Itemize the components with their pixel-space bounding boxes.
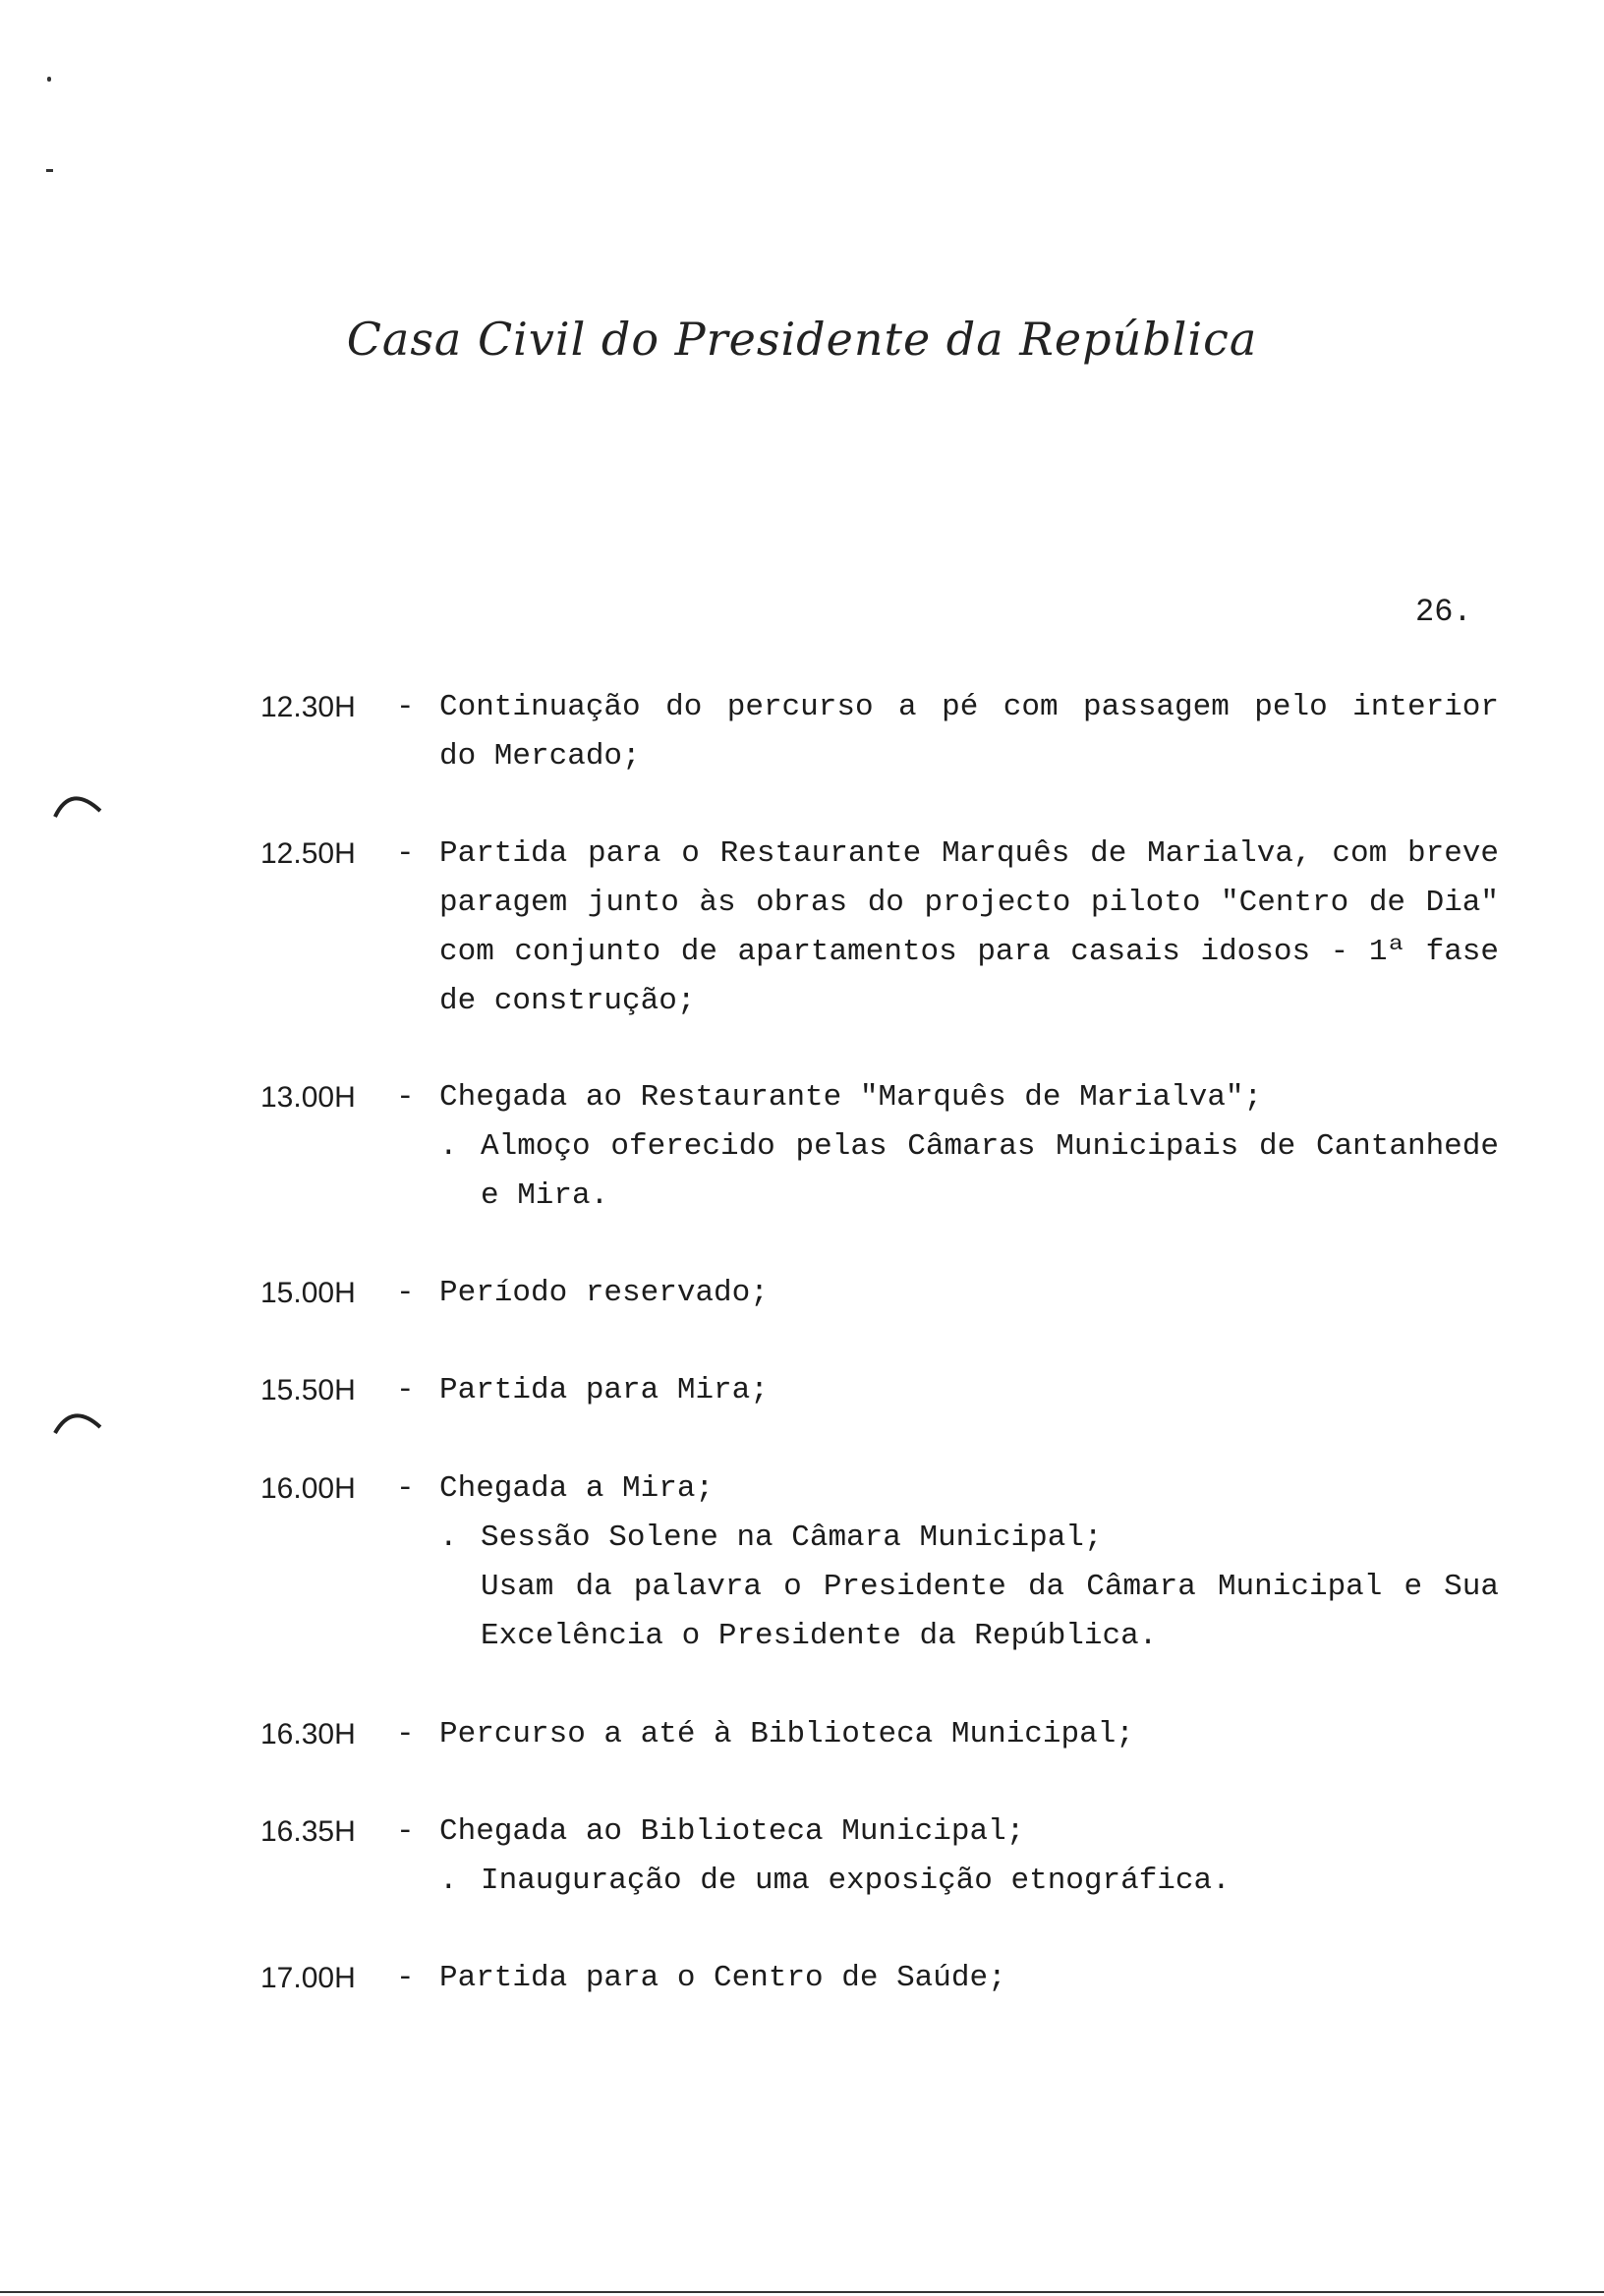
entry-time: 17.00H xyxy=(260,1962,356,1994)
entry-sub-item xyxy=(439,1122,1499,1221)
schedule-entry xyxy=(260,1464,1499,1661)
scan-speck-1 xyxy=(47,77,51,82)
entry-time: 12.30H xyxy=(260,691,356,723)
bullet: . xyxy=(439,1864,458,1898)
entry-dash: - xyxy=(396,1717,415,1751)
entry-description: Partida para o Restaurante Marquês de Marialva, com breve paragem junto às obras do projecto piloto "Centro de Dia" com conjunto de apartamentos para casais idosos - 1ª fase de construção; xyxy=(439,836,1499,1018)
entry-description: Chegada a Mira; xyxy=(439,1471,715,1506)
entry-dash: - xyxy=(396,1471,415,1506)
entry-time: 16.35H xyxy=(260,1815,356,1848)
scan-speck-2 xyxy=(46,169,53,172)
page-number: 26. xyxy=(1415,594,1472,630)
entry-description: Partida para Mira; xyxy=(439,1373,769,1407)
entry-time: 15.00H xyxy=(260,1277,356,1309)
entry-description: Continuação do percurso a pé com passagem pelo interior do Mercado; xyxy=(439,690,1499,774)
entry-dash: - xyxy=(396,1276,415,1310)
entry-description: Período reservado; xyxy=(439,1276,769,1310)
schedule-entry xyxy=(260,830,1499,1026)
schedule-entry xyxy=(260,1954,1499,2003)
sub-item-text: Almoço oferecido pelas Câmaras Municipais de Cantanhede e Mira. xyxy=(481,1129,1499,1213)
bottom-scan-edge xyxy=(0,2291,1604,2293)
sub-item-text: Sessão Solene na Câmara Municipal; xyxy=(481,1521,1103,1555)
entry-dash: - xyxy=(396,690,415,724)
entry-time: 16.00H xyxy=(260,1472,356,1505)
entry-dash: - xyxy=(396,1961,415,1995)
schedule-entry xyxy=(260,683,1499,781)
entry-description: Partida para o Centro de Saúde; xyxy=(439,1961,1006,1995)
entry-sub-item xyxy=(439,1857,1499,1906)
entry-dash: - xyxy=(396,1373,415,1407)
schedule-entry xyxy=(260,1808,1499,1906)
punch-hole-mark-upper xyxy=(49,781,108,821)
letterhead: Casa Civil do Presidente da República xyxy=(346,313,1258,366)
sub-item-text: Inauguração de uma exposição etnográfica. xyxy=(481,1864,1231,1898)
entry-time: 12.50H xyxy=(260,837,356,870)
schedule-entry xyxy=(260,1269,1499,1318)
entry-description: Chegada ao Biblioteca Municipal; xyxy=(439,1814,1025,1849)
schedule-entry xyxy=(260,1073,1499,1221)
schedule-entry xyxy=(260,1366,1499,1415)
entry-dash: - xyxy=(396,836,415,871)
entry-dash: - xyxy=(396,1080,415,1115)
entry-description: Percurso a até à Biblioteca Municipal; xyxy=(439,1717,1134,1751)
schedule-entry xyxy=(260,1710,1499,1759)
entry-sub-item-continuation xyxy=(439,1563,1499,1661)
bullet: . xyxy=(439,1521,458,1555)
entry-time: 13.00H xyxy=(260,1081,356,1114)
entry-time: 16.30H xyxy=(260,1718,356,1751)
entry-sub-item xyxy=(439,1514,1499,1563)
bullet: . xyxy=(439,1129,458,1164)
entry-description: Chegada ao Restaurante "Marquês de Marialva"; xyxy=(439,1080,1263,1115)
sub-item-text: Usam da palavra o Presidente da Câmara Municipal e Sua Excelência o Presidente da República. xyxy=(481,1570,1499,1653)
entry-time: 15.50H xyxy=(260,1374,356,1406)
punch-hole-mark-lower xyxy=(49,1398,108,1437)
entry-dash: - xyxy=(396,1814,415,1849)
